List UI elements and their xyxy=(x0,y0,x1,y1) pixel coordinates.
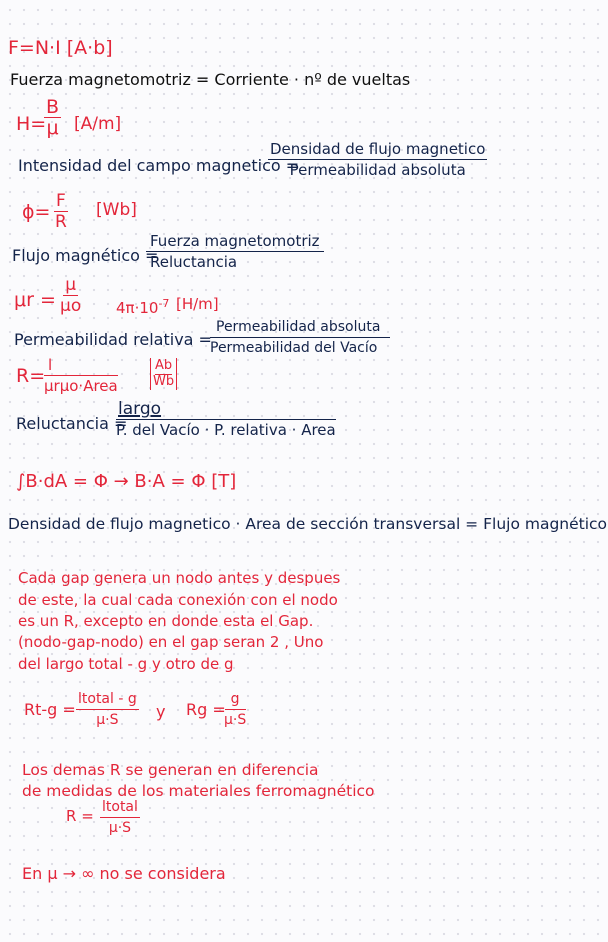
mu0-unit: [H/m] xyxy=(176,295,219,313)
r-lhs: R= xyxy=(16,365,46,387)
gap-note-line-2: de este, la cual cada conexión con el nodo xyxy=(18,591,338,609)
other-note-line-2: de medidas de los materiales ferromagnético xyxy=(22,782,375,800)
mur-lhs: μr = xyxy=(14,289,56,311)
phi-unit: [Wb] xyxy=(96,200,137,220)
rtg-lhs: Rt-g = xyxy=(24,700,76,719)
reluctance-numerator: largo xyxy=(116,400,336,420)
rt-lhs: R = xyxy=(66,807,94,825)
mmf-description: Fuerza magnetomotriz = Corriente · nº de vueltas xyxy=(10,70,411,89)
h-lhs: H= xyxy=(16,113,47,135)
h-description-lhs: Intensidad del campo magnetico = xyxy=(18,156,300,175)
r-unit-top: Ab xyxy=(154,358,173,373)
rtg-denominator: μ·S xyxy=(96,712,119,728)
rtg-fraction xyxy=(76,690,139,729)
r-denominator: μrμo·Area xyxy=(44,377,118,395)
h-description-fraction xyxy=(268,140,487,179)
mur-description-fraction xyxy=(210,318,390,357)
rg-denominator: μ·S xyxy=(224,712,247,728)
mur-numerator: μ xyxy=(65,275,77,295)
mur-description-numerator: Permeabilidad absoluta xyxy=(210,318,390,338)
mmf-formula: F=N·I [A·b] xyxy=(8,37,113,59)
reluctance-denominator: P. del Vacío · P. relativa · Area xyxy=(116,421,336,439)
mu0-exponent: -7 xyxy=(158,297,170,310)
mu0-value xyxy=(116,294,169,318)
other-note-line-1: Los demas R se generan en diferencia xyxy=(22,761,319,779)
h-unit: [A/m] xyxy=(74,114,122,134)
phi-numerator: F xyxy=(56,191,66,211)
phi-denominator: R xyxy=(54,212,67,232)
gap-note-line-4: (nodo-gap-nodo) en el gap seran 2 , Uno xyxy=(18,633,324,651)
h-description-numerator: Densidad de flujo magnetico xyxy=(270,140,486,158)
h-fraction xyxy=(44,98,61,137)
rg-numerator: g xyxy=(225,690,246,710)
and-word: y xyxy=(156,702,166,721)
r-numerator: l xyxy=(44,356,118,376)
r-fraction xyxy=(44,356,118,395)
mu0-base: 4π·10 xyxy=(116,299,159,317)
phi-description-numerator: Fuerza magnetomotriz xyxy=(146,232,324,252)
phi-description-fraction xyxy=(146,232,324,271)
reluctance-lhs: Reluctancia = xyxy=(16,414,128,433)
gap-note-line-3: es un R, excepto en donde esta el Gap. xyxy=(18,612,314,630)
gap-note-line-1: Cada gap genera un nodo antes y despues xyxy=(18,569,341,587)
rt-denominator: μ·S xyxy=(108,820,132,836)
rg-fraction xyxy=(224,690,246,729)
mur-denominator: μo xyxy=(60,296,82,316)
reluctance-fraction xyxy=(116,400,336,439)
gauss-formula: ∫B·dA = Φ → B·A = Φ [T] xyxy=(16,471,237,492)
rt-numerator: ltotal xyxy=(100,798,140,818)
h-denominator: μ xyxy=(46,117,59,139)
phi-lhs: ϕ= xyxy=(22,201,51,223)
rtg-numerator: ltotal - g xyxy=(76,690,139,710)
phi-fraction xyxy=(54,192,68,231)
mur-description-lhs: Permeabilidad relativa = xyxy=(14,330,212,349)
phi-description-denominator: Reluctancia xyxy=(150,253,238,271)
gauss-description: Densidad de flujo magnetico · Area de sección transversal = Flujo magnético xyxy=(8,515,608,533)
gap-note-line-5: del largo total - g y otro de g xyxy=(18,655,234,673)
r-unit xyxy=(150,358,177,390)
r-unit-bottom: Wb xyxy=(153,374,175,389)
h-description-denominator: Permeabilidad absoluta xyxy=(289,161,466,179)
rg-lhs: Rg = xyxy=(186,700,226,719)
mur-description-denominator: Permeabilidad del Vacío xyxy=(210,340,378,356)
h-numerator: B xyxy=(46,96,60,118)
phi-description-lhs: Flujo magnético = xyxy=(12,246,159,265)
infinity-note: En μ → ∞ no se considera xyxy=(22,864,226,883)
mur-fraction xyxy=(60,276,81,315)
rt-fraction xyxy=(100,798,140,837)
